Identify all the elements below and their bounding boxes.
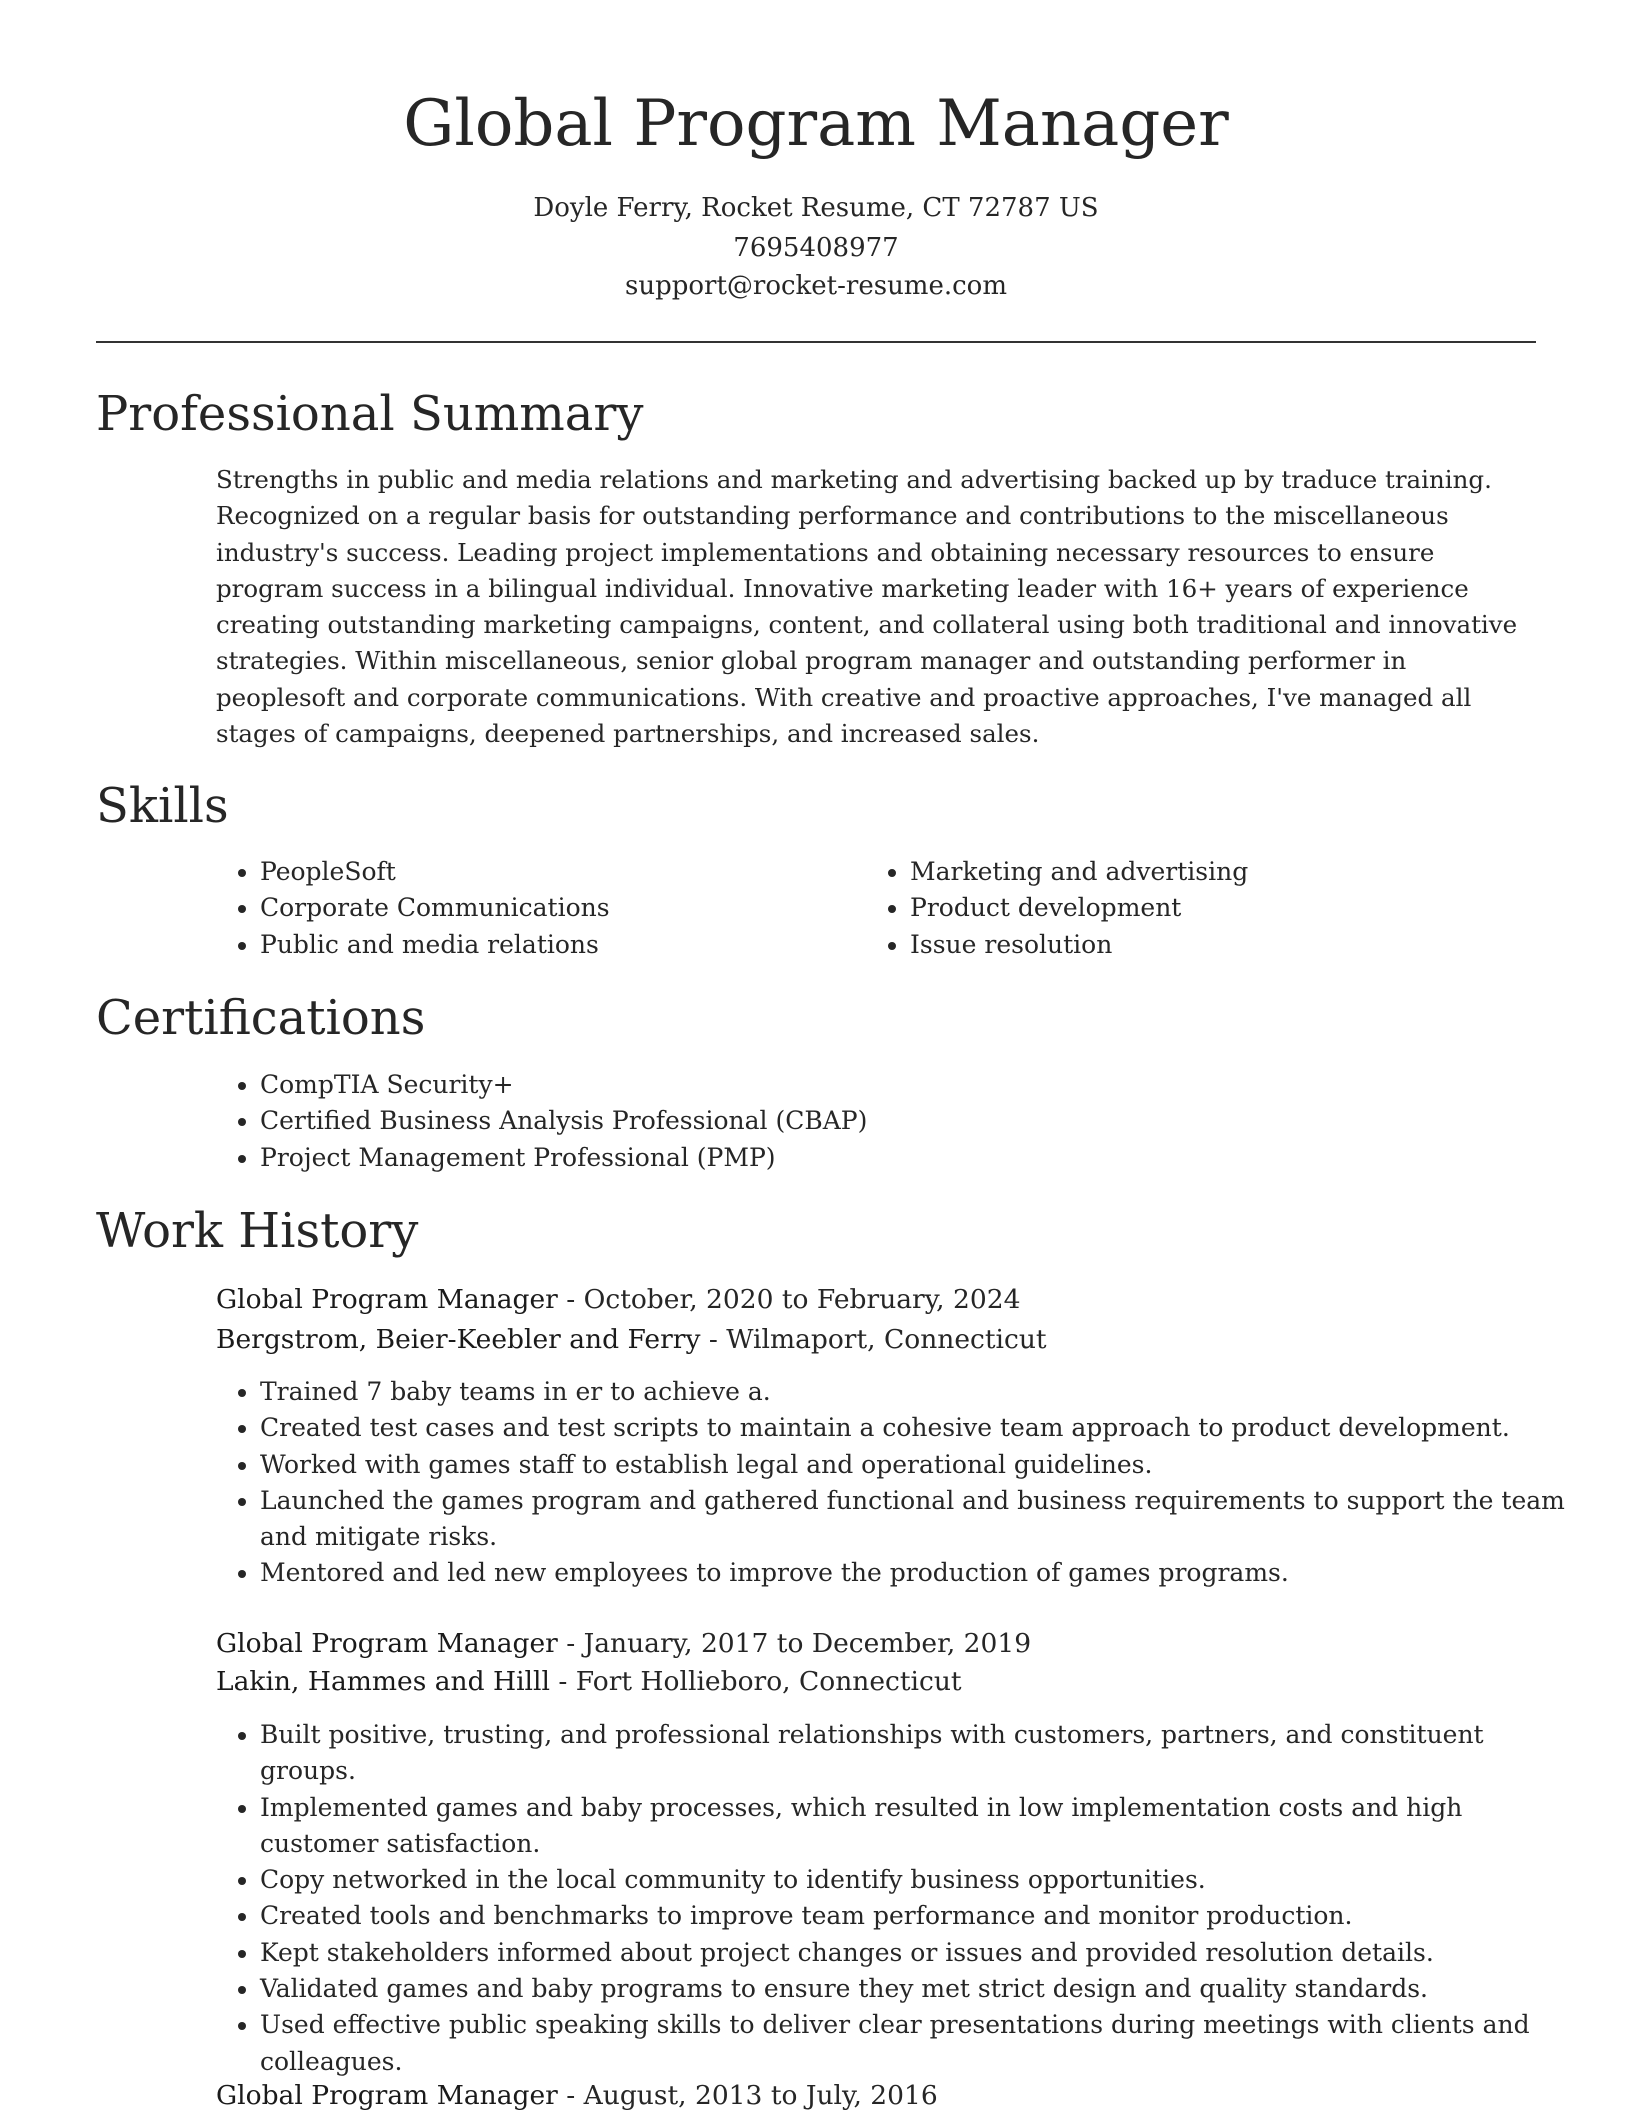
skill-item: • Product development	[910, 890, 1510, 926]
job-company-line	[216, 1663, 962, 1701]
job-bullet: • Created tools and benchmarks to improve team performance and monitor production.	[260, 1898, 1582, 1934]
job-bullet: • Used effective public speaking skills to deliver clear presentations during meetings with clients and colleagues.	[260, 2007, 1582, 2080]
job-dates: January, 2017 to December, 2019	[583, 1628, 1032, 1659]
job-company: Bergstrom, Beier-Keebler and Ferry	[216, 1324, 701, 1355]
job-company-line	[216, 1321, 1047, 1359]
job-company: Lakin, Hammes and Hilll	[216, 1666, 550, 1697]
job-bullet: • Validated games and baby programs to ensure they met strict design and quality standards.	[260, 1971, 1582, 2007]
certification-item: • Certified Business Analysis Professional (CBAP)	[260, 1103, 1560, 1139]
separator: -	[557, 1284, 584, 1315]
certification-item: • CompTIA Security+	[260, 1067, 1560, 1103]
summary-heading: Professional Summary	[96, 386, 644, 442]
job-title-line	[216, 1625, 1031, 1663]
job-dates: October, 2020 to February, 2024	[583, 1284, 1021, 1315]
skill-item: • PeopleSoft	[260, 854, 860, 890]
job-bullet: • Trained 7 baby teams in er to achieve a.	[260, 1374, 1582, 1410]
resume-name: Global Program Manager	[403, 87, 1229, 161]
job-bullet: • Kept stakeholders informed about project changes or issues and provided resolution details.	[260, 1935, 1582, 1971]
job-title-line	[216, 2077, 938, 2115]
job-title-line	[216, 1281, 1020, 1319]
job-bullet: • Created test cases and test scripts to maintain a cohesive team approach to product development.	[260, 1410, 1582, 1446]
job-bullets	[216, 1717, 1582, 2080]
skills-heading: Skills	[96, 778, 229, 834]
certification-item: • Project Management Professional (PMP)	[260, 1140, 1560, 1176]
job-bullet: • Implemented games and baby processes, which resulted in low implementation costs and high customer satisfaction.	[260, 1790, 1582, 1863]
header-divider	[96, 341, 1536, 343]
skill-item: • Issue resolution	[910, 927, 1510, 963]
job-title: Global Program Manager	[216, 1628, 558, 1659]
job-bullet: • Launched the games program and gathered functional and business requirements to support the team and mitigate risks.	[260, 1483, 1582, 1556]
separator: -	[700, 1324, 727, 1355]
job-bullets	[216, 1374, 1582, 1592]
separator: -	[557, 1628, 584, 1659]
contact-phone: 7695408977	[733, 233, 899, 263]
certifications-heading: Certifications	[96, 990, 426, 1046]
separator: -	[557, 2080, 584, 2111]
job-dates: August, 2013 to July, 2016	[583, 2080, 938, 2111]
job-title: Global Program Manager	[216, 2080, 558, 2111]
job-bullet: • Built positive, trusting, and professional relationships with customers, partners, and constituent groups.	[260, 1717, 1582, 1790]
certifications-list	[216, 1067, 1560, 1176]
skills-list-right	[866, 854, 1510, 963]
separator: -	[549, 1666, 576, 1697]
skill-item: • Public and media relations	[260, 927, 860, 963]
job-title: Global Program Manager	[216, 1284, 558, 1315]
contact-email: support@rocket-resume.com	[624, 271, 1007, 301]
job-bullet: • Mentored and led new employees to improve the production of games programs.	[260, 1555, 1582, 1591]
job-location: Wilmaport, Connecticut	[726, 1324, 1047, 1355]
job-location: Fort Hollieboro, Connecticut	[575, 1666, 962, 1697]
summary-text: Strengths in public and media relations and marketing and advertising backed up by traduce training. Recognized on a regular basis for outstanding performance and contributions to the miscellaneous industry's success. Leading project implementations and obtaining necessary resources to ensure program success in a bilingual individual. Innovative marketing leader with 16+ years of experience creating outstanding marketing campaigns, content, and collateral using both traditional and innovative strategies. Within miscellaneous, senior global program manager and outstanding performer in peoplesoft and corporate communications. With creative and proactive approaches, I've managed all stages of campaigns, deepened partnerships, and increased sales.	[216, 465, 1518, 749]
skills-list-left	[216, 854, 860, 963]
skill-item: • Marketing and advertising	[910, 854, 1510, 890]
job-bullet: • Copy networked in the local community to identify business opportunities.	[260, 1862, 1582, 1898]
skill-item: • Corporate Communications	[260, 890, 860, 926]
contact-address: Doyle Ferry, Rocket Resume, CT 72787 US	[533, 193, 1099, 223]
job-bullet: • Worked with games staff to establish legal and operational guidelines.	[260, 1447, 1582, 1483]
work-history-heading: Work History	[96, 1203, 419, 1259]
